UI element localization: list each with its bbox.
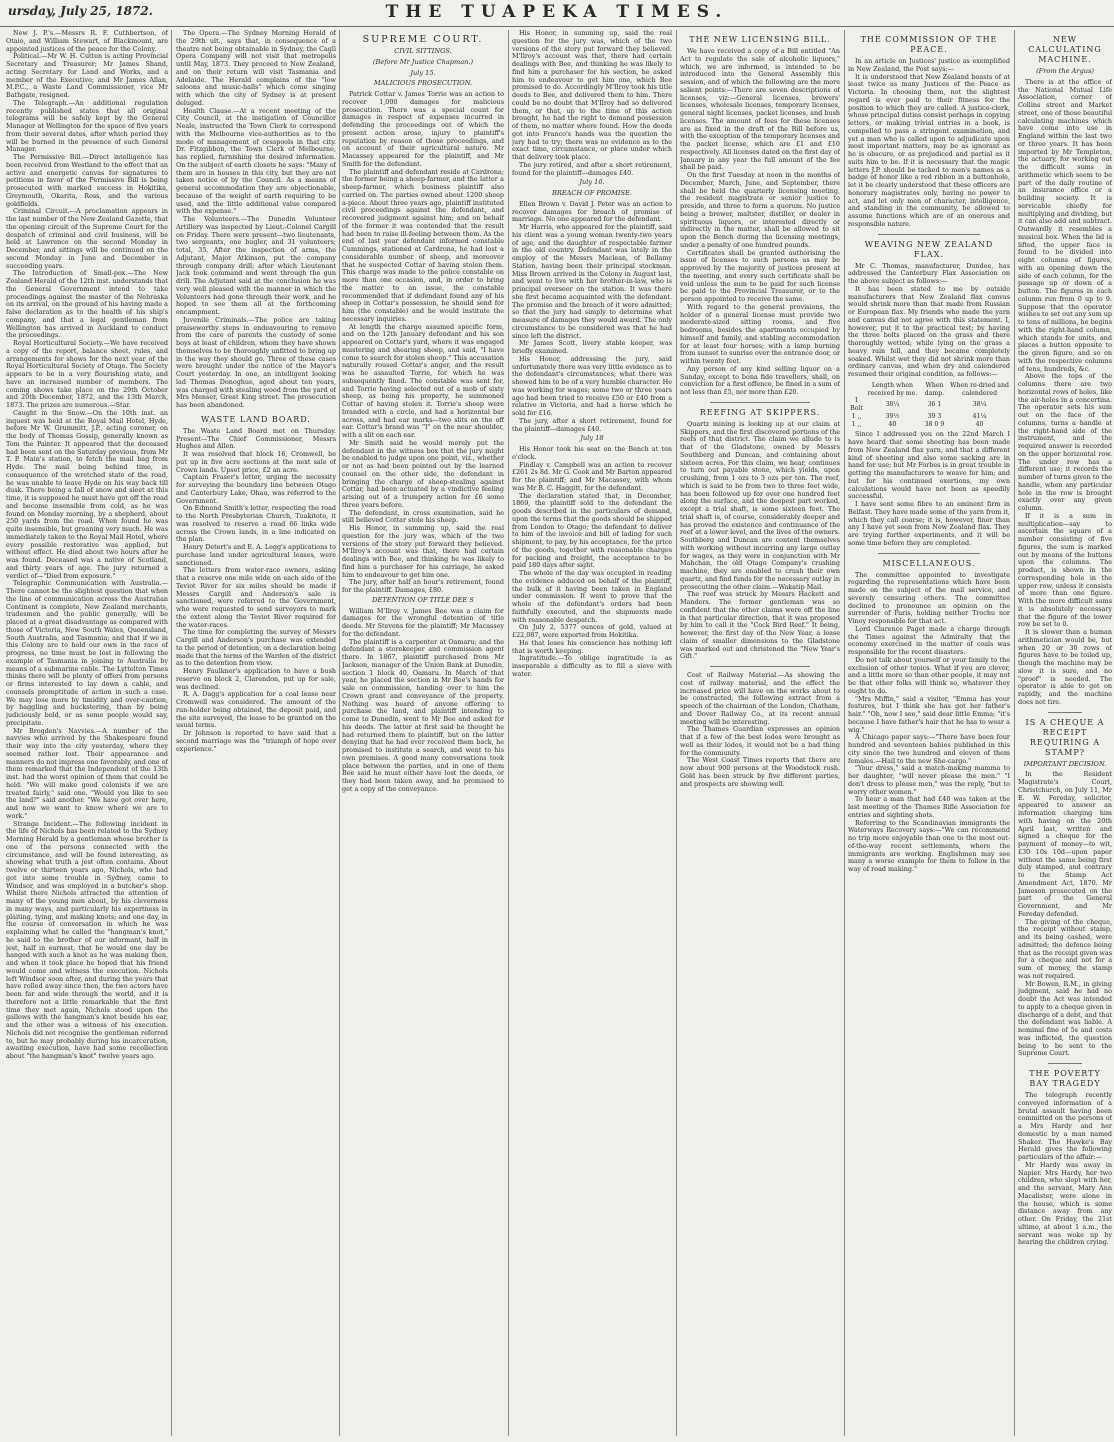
paragraph: His Honor, in summing up, said the real question for the jury was, which of the two versions of the story put forward they believed. M'Ilroy's account was that, there had certain dealings with Bee, and thinking he was likely to find him a purchaser for his section, he asked him to endeavour to get him one, which Bee promised to do. Accordingly M'Ilroy took his title deeds to Bee, and delivered them to him. There could be no doubt that M'Ilroy had so delivered them, or that, up to the time of this action brought, he had the right to demand possession of them, no matter where found. How the deeds got into Franco's hands was the question the jury had to try; there was no evidence as to the exact time, circumstance, or place under which that delivery took place. [512, 30, 672, 161]
table-cell: 38 0 9 [924, 420, 945, 428]
paragraph: Mr Smith said he would merely put the defendant in the witness box that the jury might be enabled to judge upon one point, viz., whether or not as had been pointed out by the learned counsel on the other side, the defendant in bringing the charge of sheep-stealing against Cottar, had been actuated by a vindictive feeling arising out of a trumpery action for £6 some three years before. [342, 438, 504, 509]
paragraph: "Your dress," said a match-making mamma to her daughter, "will never please the men." "I don't dress to please men," was the reply, "but to worry other women." [848, 764, 1010, 796]
column-1 [6, 30, 168, 1436]
paragraph: Strange Incident.—The following incident in the life of Nichols has been related to the Sydney Morning Herald by a gentleman whose brother is one of the persons connected with the circumstance, and will be found interesting, as showing what truth a jest often contains. About twelve or thirteen years ago, Nichols, who had got into some trouble in Sydney, came to Windsor, and was employed in a butcher's shop. Whilst there Nichols attracted the attention of many of the young men about, by his cleverness in many ways, and particularly his expertness in plaiting, tying, and making knots; and one day, in the course of conversation in which he was explaining what he called the "hangman's knot," he said to the brother of our informant, half in jest, half in earnest, that he would one day be hanged with such a knot as he was making then, and when it took place he hoped that his friend would come and witness the execution. Nichols left Windsor soon after, and during the years that have rolled away since then, the two actors have been far and wide through the world, and it is therefore not a little remarkable that the first time they met again, Nichols stood upon the gallows with the hangman's knot beside his ear, and the other was a witness of his execution. Nichols did not recognise the gentleman referred to, but he may probably during his incarceration, awaiting execution, have had some recollection about "the hangman's knot" twelve years ago. [6, 819, 168, 1060]
table-cell: 39 3 [927, 412, 942, 420]
table-cell: 40 [888, 420, 897, 428]
court-date: July 16. [579, 178, 605, 187]
paragraph: The Telegraph.—An additional regulation recently published states that all original telegrams will be safely kept by the General Manager at Wellington for the space of five years from their several dates, after which period they will be burned in the presence of such General Manager. [6, 98, 168, 154]
table-cell: 41¼ [972, 412, 987, 420]
paragraph: Criminal Circuit.—A proclamation appears in the last number of the New Zealand Gazette, that the opening circuit of the Supreme Court for the despatch of criminal and civil business, will be held at Lawrence on the second Monday in December, and sittings will be continued on the second Monday in June and December in succeeding years. [6, 207, 168, 270]
article-body [512, 201, 672, 434]
paragraph: The Thames Guardian expresses an opinion that if a few of the best lodes were brought as well as their lodes, it would not be a bad thing for the community. [680, 725, 840, 757]
paragraph: Referring to the Scandinavian immigrants the Waterways Recovery says:—"We can recommend no trip more enjoyable than one to the most out-of-the-way recent settlements, where the immigrants are working. Englishmen may see many a worse example for them to follow in the way of road making." [848, 818, 1010, 873]
paragraph: Since I addressed you on the 22nd March I have heard that some sheeting has been made from New Zealand flax yarn, and that a different kind of sheeting and also some sacking are in hand for use; but Mr Forbes is in great trouble in getting the manufacturers to weave for him; and but for his continued exertions, my own calculations would have not been as speedily successful. [848, 430, 1010, 501]
column-4 [512, 30, 672, 1436]
case-title: DETENTION OF TITLE DEE S [372, 595, 474, 604]
paragraph: Mr Bowen, R.M., in giving judgment, said he had no doubt the Act was intended to apply to a cheque given in discharge of a debt, and that the defendant was liable. A nominal fine of 5s and costs was inflicted, the question being to be sent to the Supreme Court. [1018, 979, 1112, 1058]
column-rule [508, 30, 509, 1436]
table-cell: 1 Bolt [850, 397, 863, 412]
column-5 [680, 30, 840, 1436]
news-items [6, 30, 168, 1061]
paragraph: On Edmond Smith's letter, respecting the road to the North Presbyterian Church, Tuakitoto, it was resolved to reserve a road 66 links wide across the Crown lands, in a line indicated on the plan. [176, 504, 336, 544]
paragraph: The telegraph recently conveyed information of a brutal assault having been committed on the persons of a Mrs Hardy and her domestic by a man named Shaker. The Hawke's Bay Herald gives the following particulars of the affair:— [1018, 1091, 1112, 1161]
paragraph: Captain Fraser's letter, urging the necessity for surveying the boundary line between Otago and Canterbury Lake, Ohau, was referred to the Government. [176, 473, 336, 505]
article-body [342, 608, 504, 794]
table-row [848, 421, 1010, 429]
paragraph: Juvenile Criminals.—The police are taking praiseworthy steps in endeavouring to remove from the care of parents the custody of some boys at least of children, whom they have shown themselves to be thoroughly unfitted to bring up in the way they should go. Three of these cases were brought under the notice of the Mayor's Court yesterday. In one, an intelligent looking lad Thomas Donoghue, aged about ten years, was charged with stealing wood from the yard of Mrs Menser, Great King street. The prosecution has been abandoned. [176, 315, 336, 409]
table-cell: 40 [975, 420, 984, 428]
section-heading: THE NEW LICENSING BILL. [689, 35, 831, 44]
paragraph: New J. P.'s.—Messrs R. F. Cuthbertson, of Otaio, and William Stewart, of Blackmount, are appointed justices of the peace for the Colony. [6, 30, 168, 53]
divider [878, 234, 980, 235]
column-6 [848, 30, 1010, 1436]
paragraph: It is understood that New Zealand boasts of at least twice as many Justices of the Peace as Victoria. In choosing them, not the slightest regard is ever paid to their fitness for the position to which they are called. A justice-clerk, whose principal duties consist perhaps in copying letters, or making trivial entries in a book, is compelled to pass a stringent examination, and yet a man who is called upon to adjudicate upon most important matters, may be as ignorant as he is obscure, or as prejudiced and partial as it suits him to be. If it is necessary that the magic letters J.P. should be tacked to men's names as a badge of honor like a red ribbon in a buttonhole, let it be clearly understood that these officers are honorary magistrates only, having no power to act, and let only men of character, intelligence, and standing in the community, be allowed to assume functions which are of an onerous and responsible nature. [848, 72, 1010, 228]
article-body [848, 58, 1010, 229]
section-heading: THE COMMISSION OF THE PEACE. [860, 35, 998, 54]
divider [878, 553, 980, 554]
paragraph: The plaintiff and defendant reside at Cardrona; the former being a sheep-farmer, and the latter a sheep-farmer, which business plaintiff also carried on. The parties owned about 1200 sheep a-piece. About three years ago, plaintiff instituted civil proceedings against the defendant, and recovered judgment against him; and on behalf of the former it was contended that the result had been to raise ill-feeling between them. As the end of last year defendant informed constable Cummings, stationed at Cardrona, he had lost a considerable number of sheep, and moreover that he suspected Cottar of having stolen them. This charge was made to the police constable on more than one occasion, and, in order to bring the matter to an issue, the constable recommended that if defendant found any of his sheep in Cottar's possession, he should send for him (the constable) and he would institute the necessary inquiries. [342, 167, 504, 323]
paragraph: The committee appointed to investigate regarding the representations which have been made on the subject of the mail service, and severely censuring others. The committee declined to pronounce an opinion on the surrender of Paris, holding neither Trochu nor Vinoy responsible for that act. [848, 570, 1010, 625]
paragraph: Mr C. Thomas, manufacturer, Dundee, has addressed the Canterbury Flax Association on the above subject as follows:— [848, 261, 1010, 285]
paragraph: The jury, after half an hour's retirement, found for the plaintiff. Damages, £80. [342, 578, 504, 594]
paragraph: Dr Johnson is reported to have said that a second marriage was the "triumph of hope over experience." [176, 729, 336, 753]
column-7 [1018, 30, 1112, 1436]
court-bench: (Before Mr Justice Chapman.) [372, 57, 474, 66]
paragraph: Lord Clarence Paget made a charge through the Times against the Admiralty that the economy exercised in the matter of coals was responsible for the recent disasters. [848, 624, 1010, 656]
article-body [1018, 79, 1112, 707]
paragraph: He that loses his conscience has nothing left that is worth keeping. [512, 638, 672, 655]
table-cell: 36 1 [927, 401, 942, 409]
paragraph: Findlay v. Campbell was an action to recover £261 2s 8d. Mr G. Cook and Mr Barton appeared for the plaintiff; and Mr Macassey, with whom was Mr B. C. Haggitt, for the defendant. [512, 460, 672, 492]
paragraph: Cost of Railway Material.—As showing the cost of railway material, and the effect the increased price will have on the works about to be constructed, the following extract from a speech of the chairman of the London, Chatham, and Dover Railway Co., at its recent annual meeting will be interesting. [680, 671, 840, 726]
paragraph: Health Clause.—At a recent meeting of the City Council, at the instigation of Councillor Neale, instructed the Town Clerk to correspond with the Melbourne vice-authorities as to the mode of management of cesspools in that city. Dr. Fitzgibbon, the Town Clerk of Melbourne, has replied, furnishing the desired information. On the subject of earth closets he says: "Many of them are in houses in this city, but they are not taken notice of by the Council. As a means of general accommodation they are objectionable, because of the weight of earth requiring to be used, and the little additional value compared with the expense." [176, 106, 336, 216]
divider [1048, 712, 1082, 713]
table-cell: 1 ,, [851, 420, 862, 428]
column-rule [339, 30, 340, 1436]
section-heading: NEW CALCULATING MACHINE. [1028, 35, 1102, 64]
paragraph: R. A. Dagg's application for a coal lease near Cromwell was considered. The amount of the run-holder being obtained, the deposit paid, and the site surveyed, the lease to be granted on the usual terms. [176, 690, 336, 730]
paragraph: The declaration stated that, in December, 1869, the plaintiff sold to the defendant the goods described in the particulars of demand, upon the terms that the goods should be shipped from London to Otago; the defendant to deliver to him of the invoice and bill of lading for such shipment, to pay, by his acceptance, for the price of the goods, together with reasonable charges for packing and freight, the acceptance to be paid 180 days after sight. [512, 491, 672, 570]
article-body [512, 446, 672, 679]
table-cell: 38¼ [885, 401, 900, 409]
divider [710, 402, 810, 403]
article-body [1018, 1092, 1112, 1247]
paragraph: On the first Tuesday at noon in the months of December, March, June, and September, there shall be held the quarterly licensing meeting, the resident magistrate or senior justice to preside, and three to form a quorum. No justice being a brewer, maltster, distiller, or dealer in spirituous liquors, or interested directly or indirectly in the matter, shall be allowed to sit upon the Bench during the licensing meetings, under a penalty of one hundred pounds. [680, 171, 840, 249]
article-body [680, 421, 840, 661]
section-heading: WEAVING NEW ZEALAND FLAX. [864, 239, 994, 259]
paragraph: With regard to the general provisions, the holder of a general license must provide two moderate-sized sitting rooms, and five bedrooms, besides the apartments occupied by himself and family, and stabling accommodation for at least four horses; with a lamp burning from sunset to sunrise over the entrance door, or within twenty feet. [680, 302, 840, 365]
section-heading: MISCELLANEOUS. [882, 558, 976, 568]
paragraph: We have received a copy of a Bill entitled "An Act to regulate the sale of alcoholic liquors," which, we are informed, is intended to be introduced into the General Assembly this session, and of which the following are the more salient points:—There are seven descriptions of licenses, viz:—General licenses, brewers' licenses, wholesale licenses, temporary licenses, general night licenses, packet licenses, and bush licenses. The amount of fees for these licenses are as fixed in the draft of the Bill before us, with the exception of the temporary licenses and the packet license, which are £1 and £10 respectively. All licenses dated on the first day of January in any year the full amount of the fee shall be paid. [680, 47, 840, 172]
paragraph: Henry Faulkner's application to have a bush reserve on block 2, Clarendon, put up for sale, was declined. [176, 667, 336, 691]
table-header-cell: Length when received by me. [867, 381, 918, 397]
news-items [680, 672, 840, 788]
paragraph: The Waste Land Board met on Thursday. Present—The Chief Commissioner, Messrs Hughes and Allen. [176, 426, 336, 451]
paragraph: The time for completing the survey of Messrs Cargill and Anderson's purchase was extended to the period of detention, on a declaration being made that the terms of the Warden of the district as to the detention from view. [176, 628, 336, 668]
column-rule [1014, 30, 1015, 1436]
section-heading: WASTE LAND BOARD. [201, 414, 311, 424]
table-header-row [848, 382, 1010, 398]
paragraph: Certificates shall be granted authorising the issue of licenses to such persons as may be approved by the majority of justices present at the meeting, and every such certificate shall be void unless the sum to be paid for such license be paid to the Provincial Treasurer, or to the person appointed to receive the same. [680, 248, 840, 303]
paragraph: At length the charge assumed specific form, and on the 12th January defendant and his son appeared on Cottar's yard, where it was engaged mustering and shearing sheep, and said, "I have come to search for stolen sheep." This accusation naturally roused Cottar's anger, and the result was he assaulted Torrie, for which he was subsequently fined. The constable was sent for, and Torrie having selected out of a mob of sixty sheep, as being his property, he summoned Cottar of having stolen it. Torrie's sheep were branded with a circle, and had a horizontal bar across, and had ear marks—two slits on the off ear. Cottar's brand was "I" on the near shoulder, with a slit on each ear. [342, 322, 504, 439]
divider [1048, 1063, 1082, 1064]
section-heading: REEFING AT SKIPPERS. [699, 407, 821, 417]
newspaper-title: THE TUAPEKA TIMES. [385, 2, 729, 22]
column-rule [844, 30, 845, 1436]
paragraph: Any person of any kind selling liquor on a Sunday, except to bona fide travellers, shall, on conviction for a first offence, be fined in a sum of not less than £5, nor more than £20. [680, 364, 840, 396]
table-corner [848, 382, 865, 398]
paragraph: Above the tops of the columns there are two horizontal rows of holes, like the air-holes in a concertina. The operator sets his sum out on the face of the columns, turns a handle at the right-hand side of the instrument, and the required answer is recorded on the upper horizontal row. The under row has a different use; it records the number of turns given to the handle, when any particular hole in the row is brought exactly over any given column. [1018, 372, 1112, 512]
article-body [848, 572, 1010, 874]
paragraph: Do not talk about yourself or your family to the exclusion of other topics. What if you are clever, and a little more so than other people, it may not be that other folks will think so, whatever they ought to do. [848, 655, 1010, 695]
paragraph: The Opera.—The Sydney Morning Herald of the 29th ult., says that, in consequence of a theatre not being obtainable in Sydney, the Cagli Opera Company will not visit that metropolis until May, 1873. They proceed to New Zealand, and on their return will visit Tasmania and Adelaide. The Herald complains of the "low saloons and music-halls" which come singing with which the city of Sydney is at present deluged. [176, 30, 336, 107]
paragraph: The giving of the cheque, the receipt without stamp, and its being cashed, were admitted; the defence being that as the receipt given was for a cheque and not for a sum of money, the stamp was not required. [1018, 917, 1112, 980]
paragraph: William M'Ilroy v. James Bee was a claim for damages for the wrongful detention of title deeds. Mr Stevens for the plaintiff; Mr Macassey for the defendant. [342, 606, 504, 638]
paragraph: The reef was struck by Messrs Hackett and Manders. The former gentleman was so confident that the other claims were off the line in that particular direction, that it was proposed by him to call it the "Cock Bird Reef." It being, however, the first day of the New Year, a lease claim of smaller dimensions to the Gladstone was marked out and christened the "New Year's Gift." [680, 590, 840, 661]
table-cell: 39½ [885, 412, 900, 420]
section-subheading: IMPORTANT DECISION. [1023, 759, 1107, 768]
court-date: July 18 [580, 434, 604, 443]
paragraph: To hear a man that had £40 was taken at the last meeting of the Thames Rifle Association for entries and sighting shots. [848, 795, 1010, 819]
paragraph: Patrick Cottar v. James Torrie was an action to recover 1,000 damages for malicious prosecution. There was a special count for damages in respect of expenses incurred in defending the proceedings out of which the present action arose, injury to plaintiff's reputation by reason of those proceedings, and on account of their agricultural nature. Mr Macassey appeared for the plaintiff, and Mr Smith for the defendant. [342, 90, 504, 168]
article-body [1018, 771, 1112, 1058]
case-title: BREACH OF PROMISE. [552, 189, 632, 197]
flax-table-body [848, 382, 1010, 429]
paragraph: The jury retired, and after a short retirement, found for the plaintiff—damages £40. [512, 160, 672, 177]
paragraph: It has been stated to me by outside manufacturers that New Zealand flax canvas would shrink more than that made from Russian or European flax. My friends who made the yarn and canvas did not agree with this statement. I, however, put it to the practical test; by having the three bolts placed on the grass and there thoroughly wetted; while lying on the grass a heavy rain fell, and they became completely soaked. Whilst wet they did not shrink more than ordinary canvas, and when dry and calendered resumed their original condition, as follows:— [848, 284, 1010, 378]
paragraph: His Honor, addressing the jury, said unfortunately there was very little evidence as to the defendant's circumstances; what there was showed him to be of a very humble character. He was working for wages; some two or three years ago had been tried to receive £50 or £40 from a relative in Victoria, and had a horse which he sold for £16. [512, 354, 672, 417]
paragraph: His Honor took his seat on the Bench at ten o'clock. [512, 445, 672, 461]
paragraph: Mr Brogden's Navvies.—A number of the navvies who arrived by the Shakespeare found their way into the city yesterday, where they seemed rather lost. Their appearance and manners do not impress one favorably, and one of them remarked that the Independent of the 13th inst. had the worst opinion of them that could be held. "We will make good colonists if we are treated fairly," said one. "Would you like to see the land?" said another. "We have got over here, and now we want to know where we are to work." [6, 726, 168, 820]
section-heading: THE POVERTY BAY TRAGEDY [1029, 1069, 1101, 1088]
issue-date: ursday, July 25, 1872. [8, 4, 153, 18]
paragraph: Royal Horticultural Society.—We have received a copy of the report, balance sheet, rules, and arrangements for shows for the next year of the Royal Horticultural Society of Otago. The Society appears to be in a very flourishing state, and have an increased number of members. The coming shows take place on the 29th October and 20th December, 1872, and the 13th March, 1873. The prizes are numerous.—Star. [6, 339, 168, 409]
news-items [176, 30, 336, 410]
case-title: MALICIOUS PROSECUTION. [373, 79, 473, 88]
article-body [848, 431, 1010, 547]
paragraph: I have sent some fibre to an eminent firm in Belfast. They have made some of the yarn from it, which they call coarse; it is, however, finer than any I have yet seen from New Zealand flax. They are trying further experiments, and it will be some time before they are completed. [848, 500, 1010, 547]
article-body [176, 428, 336, 754]
section-subheading: CIVIL SITTINGS. [394, 47, 452, 55]
paragraph: Mr Hardy was away in Napier. Mrs Hardy, her two children, who slept with her, and the servant, Mary Ann Macalister, were alone in the house, which is some distance away from any other. On Friday, the 21st ultimo, at about 1 a.m., the servant was woke up by hearing the children crying. [1018, 1160, 1112, 1247]
paragraph: Henry Detert's and E. A. Legg's applications to purchase land under agricultural leases, were sanctioned. [176, 543, 336, 567]
paragraph: Ellen Brown v. David J. Peter was an action to recover damages for breach of promise of marriage. No one appeared for the defendant. [512, 199, 672, 224]
section-subheading: (From the Argus) [1036, 67, 1094, 75]
court-date: July 15. [410, 68, 436, 77]
paragraph: His Honor, in summing up, said the real question for the jury was, which of the two versions of the story put forward they believed. M'Ilroy's account was that, there had certain dealings with Bee, and thinking he was likely to find him a purchaser for his carriage, he asked him to endeavour to get him one. [342, 524, 504, 579]
paragraph: The whole of the day was occupied in reading the evidence adduced on behalf of the plaintiff, the bulk of it having been taken in England under commission. It went to prove that the whole of the defendant's orders had been faithfully executed, and the shipments made with reasonable despatch. [512, 569, 672, 624]
paragraph: The plaintiff is a carpenter at Oamaru; and the defendant a storekeeper and commission agent there. In 1867, plaintiff purchased from Mr Jackson, manager of the Union Bank at Dunedin, section 1 block 40, Oamaru. In March of that year, he placed the section in Mr Bee's hands for sale on commission, handing over to him the Crown grant and conveyance of the property. Nothing was heard of anyone offering to purchase the land, and plaintiff intending to come to Dunedin, went to Mr Bee and asked for his deeds. The latter at first said he thought he had returned them to plaintiff, but on the latter denying that he had ever received them back, he promised to institute a search, and went to his own premises. A good many conversations took place between the parties, and in one of them Bee said he must either have lost the deeds, or they had been taken away, and he promised to get a copy of the conveyance. [342, 637, 504, 793]
column-rule [171, 30, 172, 1436]
flax-measurement-table [848, 382, 1010, 429]
paragraph: It is slower than a human arithmetician would be, but when 20 or 30 rows of figures have to be toiled up, though the machine may be slow it is sure, and no "proof" is needed. The operator is able to get on rapidly, and the machine does not tire. [1018, 628, 1112, 706]
paragraph: Political.—Mr W. H. Cutten is acting Provincial Secretary and Treasurer; Mr James Shand, acting Secretary for Land and Works, and a member of the Executive; and Mr James Allan, M.P.C., a Waste Land Commissioner, vice Mr Bathgate, resigned. [6, 52, 168, 99]
section-heading: SUPREME COURT. [362, 34, 484, 45]
paragraph: A Chicago paper says:—"There have been four hundred and seventeen babies published in this city since the two hundred and eleven of them females.—Hail to the new She-cargo." [848, 733, 1010, 765]
paragraph: Mr James Scott, livery stable keeper, was briefly examined. [512, 339, 672, 355]
paragraph: The Introduction of Small-pox.—The New Zealand Herald of the 12th inst. understands that the General Government intend to take proceedings against the master of the Nebraska on its arrival, on the ground of his having made a false declaration as to the health of his ship's company, and that a legal gentleman from Wellington has arrived in Auckland to conduct the proceedings. [6, 269, 168, 340]
paragraph: The defendant, in cross examination, said he still believed Cottar stole his sheep. [342, 508, 504, 525]
table-row [848, 413, 1010, 421]
column-rule [676, 30, 677, 1436]
table-header-cell: When re-dried and calendered [950, 381, 1009, 397]
column-2 [176, 30, 336, 1436]
article-body [342, 91, 504, 595]
table-cell: 1 ,, [851, 412, 862, 420]
masthead [0, 0, 1114, 27]
section-heading: IS A CHEQUE A RECEIPT REQUIRING A STAMP? [1025, 717, 1105, 757]
paragraph: It was resolved that block 16, Cromwell, be put up in five acre sections at the next sale of Crown lands. Upset price, £2 an acre. [176, 450, 336, 474]
paragraph: The jury, after a short retirement, found for the plaintiff—damages £40. [512, 416, 672, 433]
paragraph: In the Resident Magistrate's Court, Christchurch, on July 11, Mr E. W. Fereday, solicitor, appeared to answer an information charging him with having on the 20th April last, written and signed a cheque for the payment of money—to wit, £30 10s 10d—upon paper without the same being first duly stamped, and contrary to the Stamp Act Amendment Act, 1870. Mr Jameson prosecuted on the part of the General Government, and Mr Fereday defended. [1018, 770, 1112, 918]
article-body [680, 48, 840, 397]
paragraph: Ingratitude.—To oblige ingratitude is as inseparable a difficulty as to fill a sieve with water. [512, 654, 672, 678]
paragraph: There is at the office of the National Mutual Life Association, corner of Collins street and Market street, one of those beautiful calculating machines which have come into use in England within the last two or three years. It has been imported by Mr Templeton, the actuary, for working out the difficult sums in arithmetic which seem to be part of the daily routine of an insurance office or a building society. It is servicable chiefly for multiplying and dividing, but it can also add and subtract. Outwardly it resembles a musical box. When the lid is lifted, the upper face is found to be divided into eight columns of figures, with an opening down the side of each column, for the passage up or down of a button. The figures in each column run from 0 up to 9. Suppose that the operator wishes to set out any sum up to tens of millions, he begins with the right-hand column, which stands for units, and places a button opposite to the given figure, and so on with the respective columns of tens, hundreds, &c. [1018, 77, 1112, 373]
paragraph: The Permissive Bill.—Direct intelligence has been received from Westland to the effect that an active and energetic canvas for signatures to petitions in favor of the Permissive Bill is being prosecuted with marked success in Hokitika, Greymouth, Okarita, Ross, and the various goldfields. [6, 153, 168, 208]
paragraph: The Volunteers.—The Dunedin Volunteer Artillery was inspected by Lieut.-Colonel Cargill on Friday. There were present—two lieutenants, two sergeants, one bugler, and 31 volunteers; total, 35. After the inspection of arms, the Adjutant, Major Atkinson, put the company through company drill; after which Lieutenant Jack took command and went through the gun drill. The Adjutant said at the conclusion he was very well pleased with the manner in which the Volunteers had gone through their work, and he hoped to see them all at the forthcoming encampment. [176, 215, 336, 316]
table-cell: 38¼ [972, 401, 987, 409]
paragraph: Telegraphic Communication with Australia.—There cannot be the slightest question that when the line of communication across the Australian Continent is complete, New Zealand merchants, tradesmen and the public generally, will be placed at a great disadvantage as compared with those of Victoria, New South Wales, Queensland, South Australia, and Tasmania; and that if we in this Colony are to hold our own in the race of progress, no time must be lost in following the example of Tasmania in joining to Australia by means of a submarine cable. The Lyttelton Times thinks there will be plenty of offers from persons or firms interested to lay down a cable, and counsels promptitude of action in such a case. We may lose more by timidity and over-caution, by haggling and huckstering, than by being judiciously bold, or as some people would say, precipitate. [6, 579, 168, 727]
column-3 [342, 30, 504, 1436]
paragraph: If it is a sum in multiplication—say to ascertain the square of a number consisting of five figures, the sum is marked out by means of the buttons upon the columns. The product, is shown in the corresponding hole in the upper row, unless it consists of more than one figure. With the more difficult sums it is absolutely necessary that the figure of the lower row be set to 0. [1018, 511, 1112, 629]
paragraph: Quartz mining is looking up at our claim at Skippers, and the first discovered portions of the reefs of that district. The claim we allude to is that of the Gladstone, owned by Messrs Southberg and Duncan, and containing about sixteen acres. For this claim, we hear, continues to turn out payable stone, which yields, upon crushing, from 1 ozs to 3 ozs per ton. The reef, which is said to be from two to three feet wide, has been followed up for over one hundred feet along the surface, and the deepest part worked, except a trial shaft, is some sixteen feet. The trial shaft is, of course, considerably deeper and has proved the existence and continuance of the reef at a lower level, and the lives of the owners. Southberg and Duncan are content themselves with working without incurring any large outlay for wages, as they were in conjunction with Mr Mahchan, the old Otago Company's crushing machine, they are enabled to crush their own quartz, and find funds for the necessary outlay in prosecuting the other claim.—Wakatip Mail. [680, 419, 840, 591]
paragraph: On July 2, 5377 ounces of gold, valued at £22,087, were exported from Hokitika. [512, 623, 672, 639]
article-body [512, 30, 672, 177]
paragraph: Caught in the Snow.—On the 10th inst. an inquest was held at the Royal Mail Hotel, Hyde, before Mr W. Grummitt, J.P., acting coroner, on the body of Thomas Gossip, generally known as Tom the Painter. It appeared that the deceased had been sent on the Saturday previous, from Mr T. P. Main's station, to fetch the mail bag from Hyde. The mail being behind time, in consequence of the wretched state of the road, he was unable to leave Hyde on his way back till dusk. There being a fall of snow and sleet at this time, it is supposed he must have got off the road and become insensible from cold, as he was found on Monday morning, by a shepherd, about 250 yards from the road. When found he was quite insensible, but groaning very much. He was immediately taken to the Royal Mail Hotel, where every possible restorative was applied, but without effect. He died about two hours after he was found. Deceased was a native of Scotland, and thirty years of age. The jury returned a verdict of—"Died from exposure." [6, 408, 168, 580]
paragraph: In an article on Justices' justice as exemplified in New Zealand, the Post says:— [848, 57, 1010, 73]
table-header-cell: When damp. [924, 381, 945, 397]
paragraph: Mr Harris, who appeared for the plaintiff, said his client was a young woman twenty-two years of age, and the daughter of respectable farmer in the old country. Defendant was lately in the employ of the Messrs Maclean, of Bellamy Station, having been their principal stockman. Miss Brown arrived in the Colony in August last, and went to live with her brother-in-law, who is principal overseer on the station. It was there she first became acquainted with the defendant. The promise and the breach of it were admitted; so that the jury had simply to determine what measure of damages they would award. The only circumstance to be considered was that he had since left the district. [512, 223, 672, 340]
paragraph: The letters from water-race owners, asking that a reserve one mile wide on each side of the Teviot River for six miles should be made if Messrs Cargill and Anderson's sale is sanctioned, were referred to the Government, who were requested to send surveyors to mark the extent along the Teviot River required for the water-races. [176, 566, 336, 629]
table-row [848, 397, 1010, 413]
paragraph: The West Coast Times reports that there are now about 900 persons at the Woodstock rush. Gold has been struck by five different parties, and prospects are showing well. [680, 756, 840, 788]
divider [710, 666, 810, 667]
paragraph: "Mrs Miffin," said a visitor, "Emma has your features, but I think she has got her father's hair." "Oh, now I see," said dear little Emma; "it's because I have father's hair that he has to wear a wig." [848, 694, 1010, 734]
article-body [848, 263, 1010, 379]
